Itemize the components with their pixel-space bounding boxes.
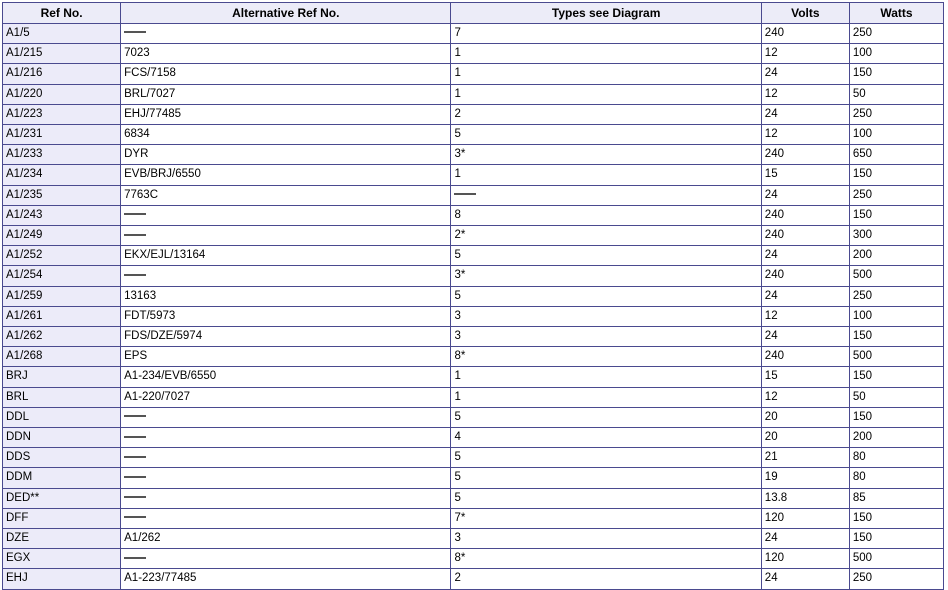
cell-types: 2 bbox=[451, 569, 761, 589]
cell-ref-no: A1/243 bbox=[3, 205, 121, 225]
cell-watts: 200 bbox=[849, 428, 943, 448]
cell-types: 8* bbox=[451, 549, 761, 569]
cell-volts: 12 bbox=[761, 387, 849, 407]
cell-watts: 150 bbox=[849, 407, 943, 427]
cell-ref-no: DZE bbox=[3, 529, 121, 549]
empty-dash-marker bbox=[124, 234, 146, 236]
cell-volts: 24 bbox=[761, 185, 849, 205]
cell-alternative-ref-no bbox=[121, 226, 451, 246]
empty-dash-marker bbox=[124, 496, 146, 498]
cell-volts: 24 bbox=[761, 529, 849, 549]
table-row bbox=[3, 549, 944, 569]
cell-ref-no: DDS bbox=[3, 448, 121, 468]
cell-ref-no: A1/249 bbox=[3, 226, 121, 246]
cell-ref-no: A1/233 bbox=[3, 145, 121, 165]
cell-watts: 50 bbox=[849, 387, 943, 407]
cell-alternative-ref-no bbox=[121, 508, 451, 528]
cell-types: 5 bbox=[451, 286, 761, 306]
cell-watts: 500 bbox=[849, 549, 943, 569]
cell-watts: 250 bbox=[849, 24, 943, 44]
cell-volts: 12 bbox=[761, 84, 849, 104]
empty-dash-marker bbox=[124, 415, 146, 417]
cell-watts: 500 bbox=[849, 347, 943, 367]
cell-alternative-ref-no bbox=[121, 24, 451, 44]
cell-volts: 240 bbox=[761, 205, 849, 225]
cell-volts: 240 bbox=[761, 347, 849, 367]
cell-ref-no: A1/252 bbox=[3, 246, 121, 266]
cell-watts: 150 bbox=[849, 205, 943, 225]
cell-alternative-ref-no: A1-223/77485 bbox=[121, 569, 451, 589]
empty-dash-marker bbox=[124, 274, 146, 276]
cell-ref-no: DED** bbox=[3, 488, 121, 508]
table-row bbox=[3, 44, 944, 64]
cell-volts: 13.8 bbox=[761, 488, 849, 508]
column-header-watts: Watts bbox=[849, 3, 943, 24]
cell-ref-no: DDN bbox=[3, 428, 121, 448]
empty-dash-marker bbox=[124, 516, 146, 518]
cell-watts: 250 bbox=[849, 104, 943, 124]
lamp-reference-table bbox=[2, 2, 944, 590]
cell-alternative-ref-no: 7023 bbox=[121, 44, 451, 64]
cell-ref-no: BRL bbox=[3, 387, 121, 407]
cell-types: 5 bbox=[451, 488, 761, 508]
cell-volts: 120 bbox=[761, 549, 849, 569]
table-row bbox=[3, 185, 944, 205]
empty-dash-marker bbox=[124, 436, 146, 438]
cell-volts: 12 bbox=[761, 306, 849, 326]
cell-ref-no: EHJ bbox=[3, 569, 121, 589]
cell-volts: 12 bbox=[761, 125, 849, 145]
table-header-row bbox=[3, 3, 944, 24]
cell-alternative-ref-no: A1-234/EVB/6550 bbox=[121, 367, 451, 387]
empty-dash-marker bbox=[454, 193, 476, 195]
cell-alternative-ref-no bbox=[121, 468, 451, 488]
table-row bbox=[3, 286, 944, 306]
cell-volts: 240 bbox=[761, 24, 849, 44]
table-row bbox=[3, 125, 944, 145]
cell-types: 3 bbox=[451, 529, 761, 549]
table-row bbox=[3, 84, 944, 104]
cell-volts: 240 bbox=[761, 266, 849, 286]
cell-volts: 24 bbox=[761, 104, 849, 124]
cell-alternative-ref-no: BRL/7027 bbox=[121, 84, 451, 104]
table-row bbox=[3, 407, 944, 427]
table-row bbox=[3, 508, 944, 528]
cell-watts: 100 bbox=[849, 306, 943, 326]
cell-alternative-ref-no bbox=[121, 549, 451, 569]
cell-watts: 80 bbox=[849, 468, 943, 488]
table-row bbox=[3, 205, 944, 225]
cell-ref-no: A1/268 bbox=[3, 347, 121, 367]
cell-ref-no: A1/262 bbox=[3, 327, 121, 347]
table-row bbox=[3, 226, 944, 246]
cell-ref-no: A1/234 bbox=[3, 165, 121, 185]
table-body bbox=[3, 24, 944, 590]
cell-types: 5 bbox=[451, 448, 761, 468]
cell-watts: 80 bbox=[849, 448, 943, 468]
cell-alternative-ref-no: 6834 bbox=[121, 125, 451, 145]
table-row bbox=[3, 104, 944, 124]
cell-types: 8 bbox=[451, 205, 761, 225]
table-row bbox=[3, 529, 944, 549]
table-row bbox=[3, 387, 944, 407]
cell-alternative-ref-no: 13163 bbox=[121, 286, 451, 306]
cell-ref-no: DDM bbox=[3, 468, 121, 488]
table-row bbox=[3, 165, 944, 185]
cell-watts: 85 bbox=[849, 488, 943, 508]
cell-types: 7 bbox=[451, 24, 761, 44]
cell-ref-no: BRJ bbox=[3, 367, 121, 387]
cell-watts: 150 bbox=[849, 327, 943, 347]
cell-watts: 250 bbox=[849, 286, 943, 306]
cell-volts: 24 bbox=[761, 327, 849, 347]
cell-types: 1 bbox=[451, 387, 761, 407]
cell-types: 8* bbox=[451, 347, 761, 367]
empty-dash-marker bbox=[124, 557, 146, 559]
column-header-volts: Volts bbox=[761, 3, 849, 24]
cell-volts: 240 bbox=[761, 145, 849, 165]
column-header-alternative-ref-no: Alternative Ref No. bbox=[121, 3, 451, 24]
cell-alternative-ref-no: FDS/DZE/5974 bbox=[121, 327, 451, 347]
table-row bbox=[3, 347, 944, 367]
table-row bbox=[3, 64, 944, 84]
table-row bbox=[3, 246, 944, 266]
cell-types: 1 bbox=[451, 84, 761, 104]
table-row bbox=[3, 24, 944, 44]
cell-types: 7* bbox=[451, 508, 761, 528]
cell-watts: 50 bbox=[849, 84, 943, 104]
cell-volts: 24 bbox=[761, 286, 849, 306]
cell-ref-no: A1/254 bbox=[3, 266, 121, 286]
column-header-ref-no: Ref No. bbox=[3, 3, 121, 24]
empty-dash-marker bbox=[124, 456, 146, 458]
cell-ref-no: A1/235 bbox=[3, 185, 121, 205]
table-header bbox=[3, 3, 944, 24]
cell-volts: 120 bbox=[761, 508, 849, 528]
cell-ref-no: A1/223 bbox=[3, 104, 121, 124]
cell-volts: 240 bbox=[761, 226, 849, 246]
cell-types: 3* bbox=[451, 145, 761, 165]
cell-ref-no: DFF bbox=[3, 508, 121, 528]
cell-alternative-ref-no bbox=[121, 407, 451, 427]
table-row bbox=[3, 327, 944, 347]
cell-types: 5 bbox=[451, 125, 761, 145]
cell-alternative-ref-no bbox=[121, 428, 451, 448]
cell-volts: 24 bbox=[761, 569, 849, 589]
cell-watts: 150 bbox=[849, 529, 943, 549]
table-row bbox=[3, 468, 944, 488]
cell-watts: 100 bbox=[849, 44, 943, 64]
cell-alternative-ref-no: EPS bbox=[121, 347, 451, 367]
empty-dash-marker bbox=[124, 213, 146, 215]
cell-ref-no: A1/231 bbox=[3, 125, 121, 145]
cell-types: 3 bbox=[451, 327, 761, 347]
cell-alternative-ref-no: A1/262 bbox=[121, 529, 451, 549]
cell-alternative-ref-no: EHJ/77485 bbox=[121, 104, 451, 124]
cell-watts: 300 bbox=[849, 226, 943, 246]
cell-types: 5 bbox=[451, 407, 761, 427]
cell-types: 2* bbox=[451, 226, 761, 246]
cell-watts: 250 bbox=[849, 569, 943, 589]
cell-types: 5 bbox=[451, 468, 761, 488]
table-row bbox=[3, 569, 944, 589]
cell-ref-no: A1/5 bbox=[3, 24, 121, 44]
cell-alternative-ref-no bbox=[121, 448, 451, 468]
cell-ref-no: EGX bbox=[3, 549, 121, 569]
cell-alternative-ref-no bbox=[121, 266, 451, 286]
column-header-types: Types see Diagram bbox=[451, 3, 761, 24]
cell-watts: 250 bbox=[849, 185, 943, 205]
cell-alternative-ref-no bbox=[121, 205, 451, 225]
empty-dash-marker bbox=[124, 476, 146, 478]
cell-types: 4 bbox=[451, 428, 761, 448]
cell-types bbox=[451, 185, 761, 205]
empty-dash-marker bbox=[124, 31, 146, 33]
cell-ref-no: A1/216 bbox=[3, 64, 121, 84]
cell-ref-no: DDL bbox=[3, 407, 121, 427]
cell-volts: 20 bbox=[761, 428, 849, 448]
table-row bbox=[3, 145, 944, 165]
cell-ref-no: A1/220 bbox=[3, 84, 121, 104]
cell-watts: 650 bbox=[849, 145, 943, 165]
cell-ref-no: A1/215 bbox=[3, 44, 121, 64]
cell-alternative-ref-no: EVB/BRJ/6550 bbox=[121, 165, 451, 185]
cell-volts: 15 bbox=[761, 165, 849, 185]
cell-types: 2 bbox=[451, 104, 761, 124]
cell-watts: 150 bbox=[849, 165, 943, 185]
cell-volts: 12 bbox=[761, 44, 849, 64]
cell-volts: 24 bbox=[761, 246, 849, 266]
cell-volts: 21 bbox=[761, 448, 849, 468]
table-row bbox=[3, 448, 944, 468]
cell-types: 3* bbox=[451, 266, 761, 286]
cell-types: 3 bbox=[451, 306, 761, 326]
cell-types: 5 bbox=[451, 246, 761, 266]
cell-watts: 200 bbox=[849, 246, 943, 266]
table-row bbox=[3, 488, 944, 508]
cell-alternative-ref-no: 7763C bbox=[121, 185, 451, 205]
cell-types: 1 bbox=[451, 165, 761, 185]
cell-watts: 100 bbox=[849, 125, 943, 145]
cell-ref-no: A1/259 bbox=[3, 286, 121, 306]
cell-volts: 20 bbox=[761, 407, 849, 427]
cell-watts: 150 bbox=[849, 367, 943, 387]
cell-watts: 150 bbox=[849, 508, 943, 528]
table-row bbox=[3, 266, 944, 286]
cell-alternative-ref-no: EKX/EJL/13164 bbox=[121, 246, 451, 266]
cell-types: 1 bbox=[451, 44, 761, 64]
cell-alternative-ref-no: DYR bbox=[121, 145, 451, 165]
cell-watts: 500 bbox=[849, 266, 943, 286]
cell-alternative-ref-no bbox=[121, 488, 451, 508]
cell-volts: 15 bbox=[761, 367, 849, 387]
table-row bbox=[3, 306, 944, 326]
cell-alternative-ref-no: FCS/7158 bbox=[121, 64, 451, 84]
cell-ref-no: A1/261 bbox=[3, 306, 121, 326]
table-row bbox=[3, 367, 944, 387]
table-row bbox=[3, 428, 944, 448]
cell-volts: 19 bbox=[761, 468, 849, 488]
cell-types: 1 bbox=[451, 367, 761, 387]
cell-alternative-ref-no: A1-220/7027 bbox=[121, 387, 451, 407]
cell-alternative-ref-no: FDT/5973 bbox=[121, 306, 451, 326]
cell-volts: 24 bbox=[761, 64, 849, 84]
cell-types: 1 bbox=[451, 64, 761, 84]
cell-watts: 150 bbox=[849, 64, 943, 84]
